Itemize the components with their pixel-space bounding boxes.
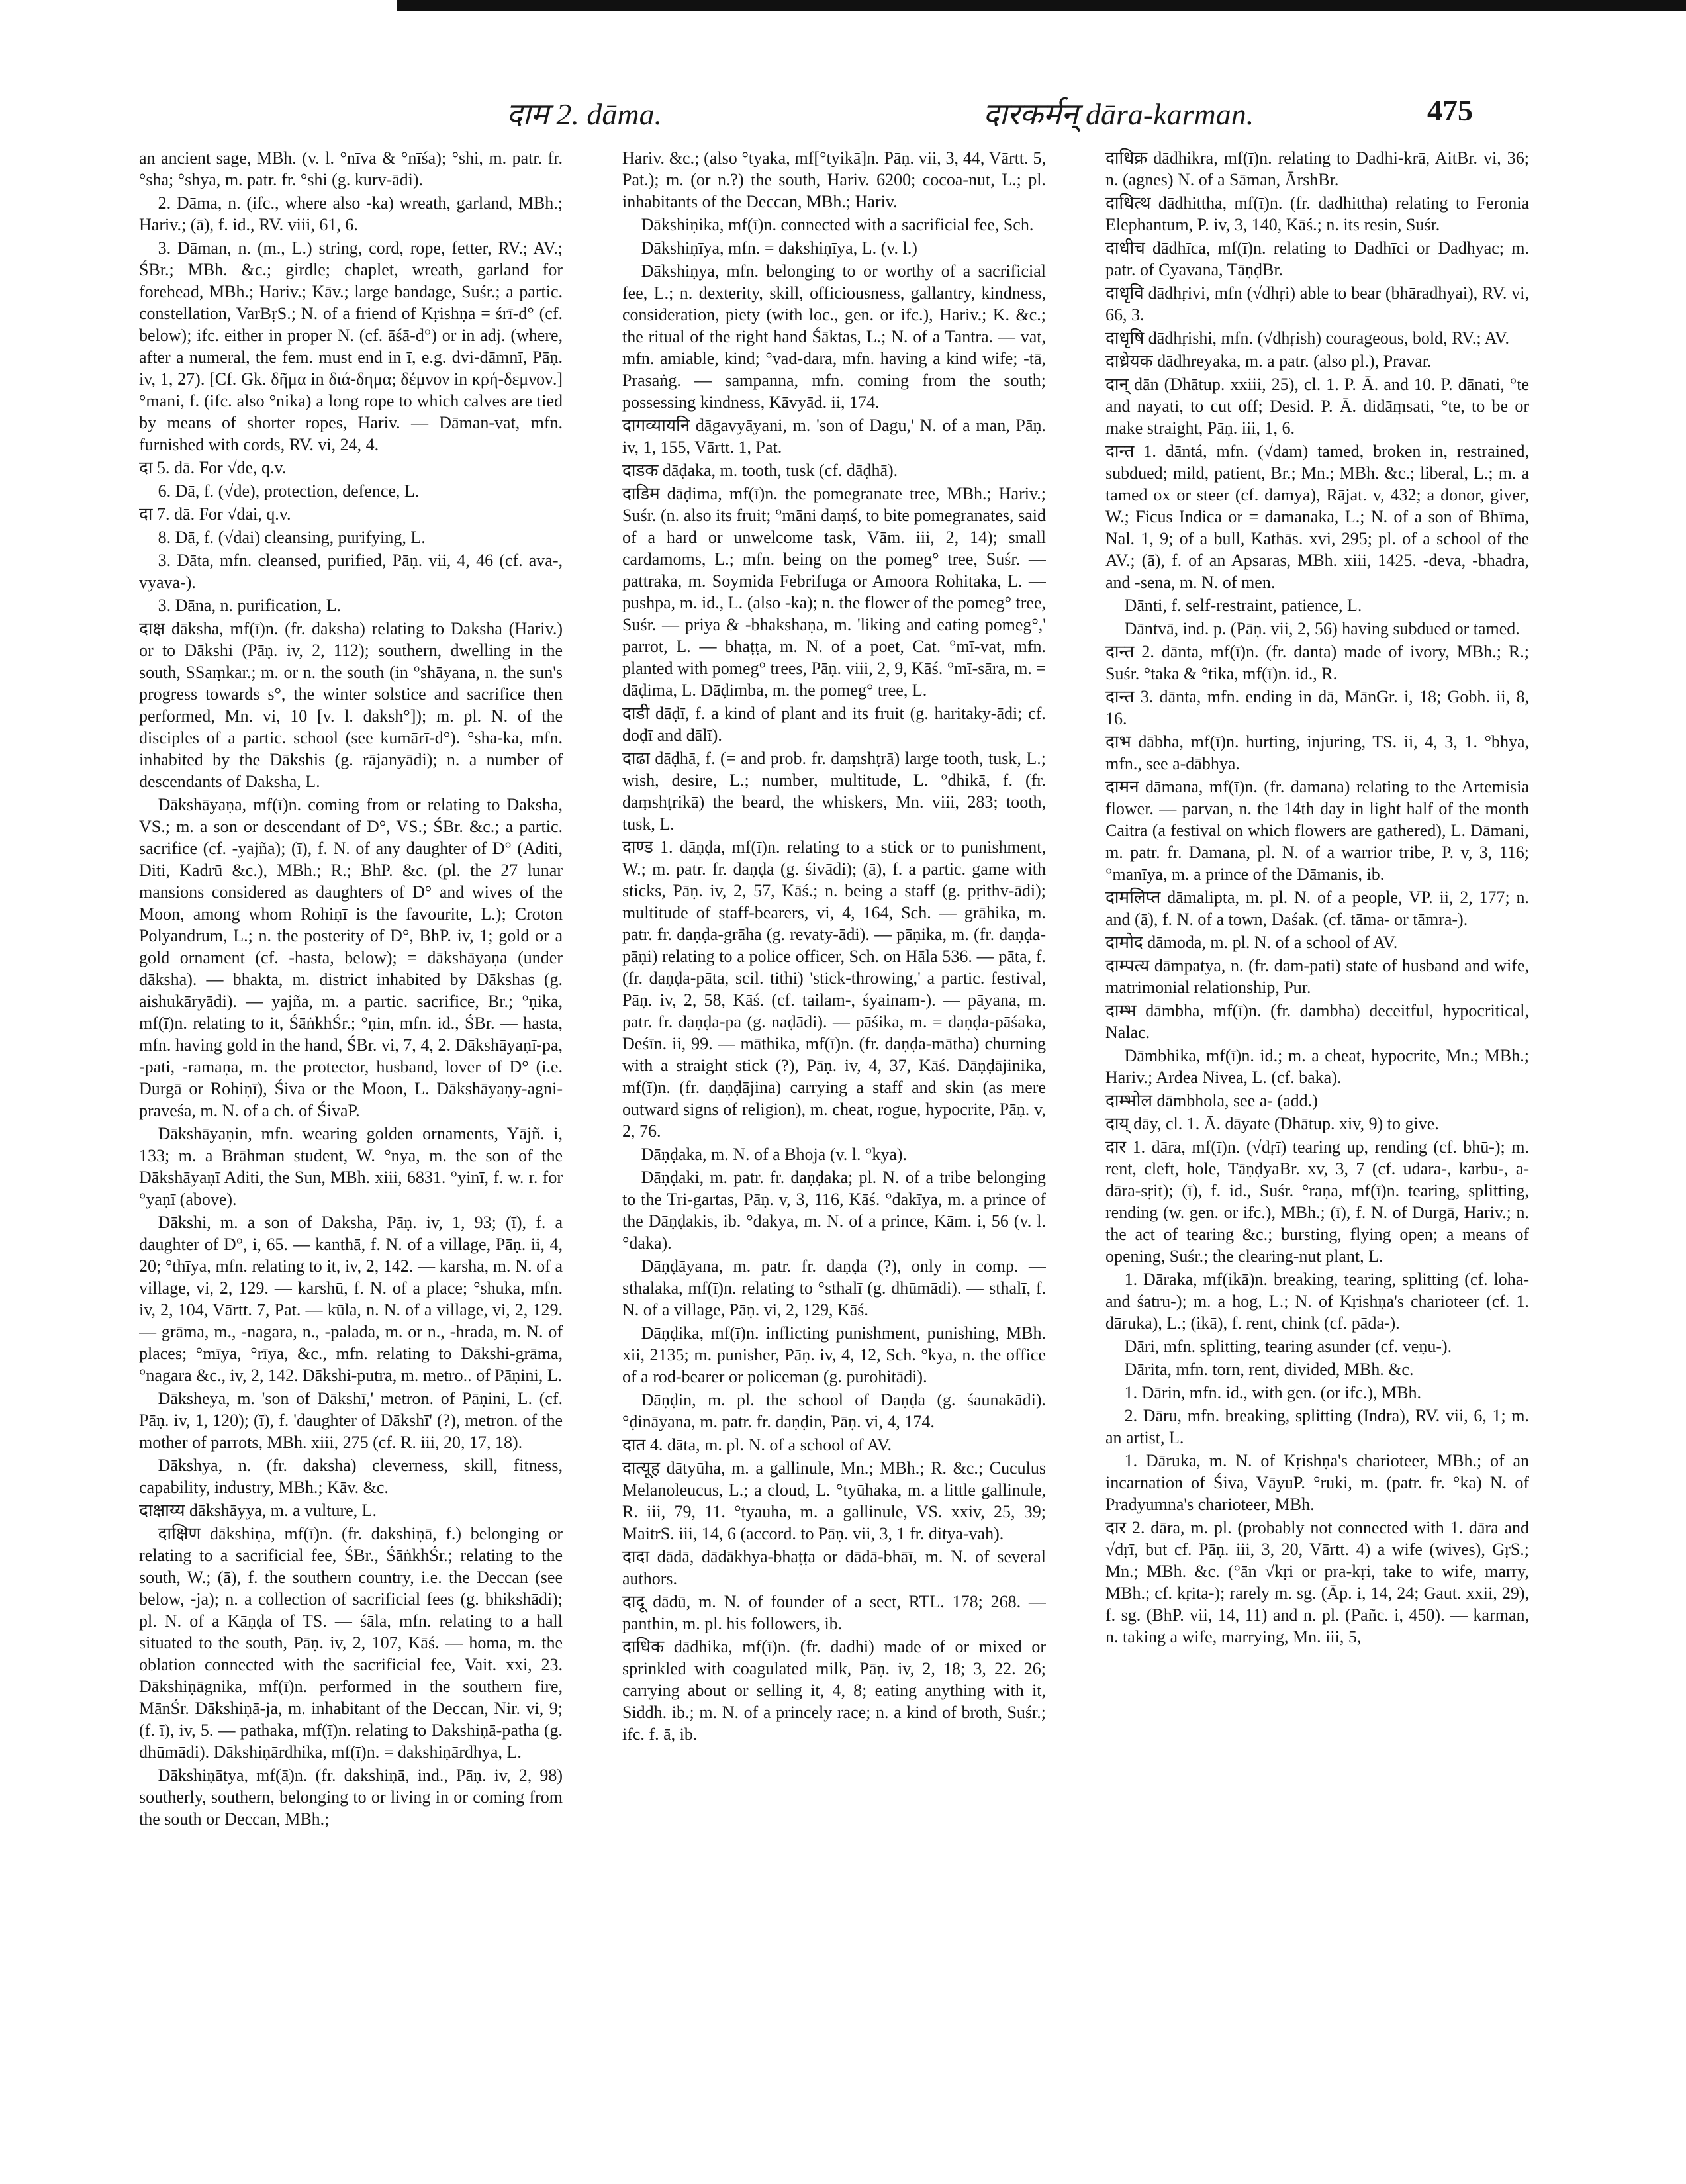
dictionary-entry: Dāṇḍaki, m. patr. fr. daṇḍaka; pl. N. of a tribe belonging to the Tri-gartas, Pāṇ. v, 3, 116, Kāś. °dakīya, m. a prince of the Dāṇḍakis, ib. °dakya, m. N. of a prince, Kām. i, 56 (v. l. °daka). [622, 1168, 1046, 1253]
page-header [357, 93, 1483, 146]
dictionary-entry: Dāmbhika, mf(ī)n. id.; m. a cheat, hypocrite, Mn.; MBh.; Hariv.; Ardea Nivea, L. (cf. baka). [1105, 1046, 1529, 1087]
dictionary-columns [139, 147, 1562, 2160]
dictionary-entry: Dākshiṇātya, mf(ā)n. (fr. dakshiṇā, ind., Pāṇ. iv, 2, 98) southerly, southern, belonging to or living in or coming from the south or Deccan, MBh.; [139, 1766, 563, 1828]
dictionary-entry: दादा dādā, dādākhya-bhaṭṭa or dādā-bhāī, m. N. of several authors. [622, 1547, 1046, 1588]
dictionary-entry: Dākshāyaṇin, mfn. wearing golden ornaments, Yājñ. i, 133; m. a Brāhman student, W. °nya, m. the son of the Dākshāyaṇī Aditi, the Sun, MBh. xiii, 6831. °yinī, f. w. r. for °yaṇī (above). [139, 1124, 563, 1209]
dictionary-entry: दार 1. dāra, mf(ī)n. (√dṛī) tearing up, rending (cf. bhū-); m. rent, cleft, hole, TāṇḍyaBr. xv, 3, 7 (cf. udara-, karbu-, a-dāra-sṛit); (ī), f. id., Suśr. °raṇa, mf(ī)n. tearing, splitting, rending (w. gen. or ifc.), MBh.; (ī), f. N. of Durgā, Hariv.; n. the act of tearing &c.; bursting, flying open; a means of opening, Suśr.; the clearing-nut plant, L. [1105, 1137, 1529, 1266]
dictionary-entry: दाधिक्र dādhikra, mf(ī)n. relating to Dadhi-krā, AitBr. vi, 36; n. (agnes) N. of a Sāman, ĀrshBr. [1105, 148, 1529, 189]
dictionary-entry: दात 4. dāta, m. pl. N. of a school of AV. [622, 1435, 892, 1454]
dictionary-entry: दाक्षिण dākshiṇa, mf(ī)n. (fr. dakshiṇā, f.) belonging or relating to a sacrificial fee, ŚBr., ŚāṅkhŚr.; relating to the south, W.; (ā), f. the southern country, i.e. the Deccan (see below, -ja); n. a collection of sacrificial fees (g. bhikshādi); pl. N. of a Kāṇḍa of TS. — śāla, mfn. relating to a hall situated to the south, Pāṇ. iv, 2, 107, Kāś. — homa, m. the oblation connected with the sacrificial fee, Vait. xxi, 23. Dākshiṇāgnika, mf(ī)n. performed in the southern fire, MānŚr. Dākshiṇā-ja, m. inhabitant of the Deccan, Nir. vi, 9; (f. ī), iv, 5. — pathaka, mf(ī)n. relating to Dakshiṇā-patha (g. dhūmādi). Dākshiṇārdhika, mf(ī)n. = dakshiṇārdhya, L. [139, 1524, 563, 1762]
dictionary-entry: दाक्ष dāksha, mf(ī)n. (fr. daksha) relating to Daksha (Hariv.) or to Dākshi (Pāṇ. iv, 2, 112); southern, dwelling in the south, SSaṃkar.; m. or n. the south (in °shāyana, n. the sun's progress towards s°, the winter solstice and sacrifice then performed, Mn. vi, 10 [v. l. daksh°]); m. pl. N. of the disciples of a partic. school (see kumārī-d°). °sha-ka, mfn. inhabited by the Dākshis (g. rājanyādi); n. a number of descendants of Daksha, L. [139, 619, 563, 791]
dictionary-entry: दा 5. dā. For √de, q.v. [139, 458, 287, 477]
dictionary-entry: दाडी dāḍī, f. a kind of plant and its fruit (g. haritaky-ādi; cf. doḍī and dālī). [622, 704, 1046, 745]
dictionary-entry: an ancient sage, MBh. (v. l. °nīva & °nīśa); °shi, m. patr. fr. °sha; °shya, m. patr. fr. °shi (g. kurv-ādi). [139, 148, 563, 189]
dictionary-entry: दात्यूह dātyūha, m. a gallinule, Mn.; MBh.; R. &c.; Cuculus Melanoleucus, L.; a cloud, L. °tyūhaka, m. a little gallinule, R. iii, 79, 11. °tyauha, m. a gallinule, VS. xxiv, 25, 39; MaitrS. iii, 14, 6 (accord. to Pāṇ. vii, 3, 1 fr. ditya-vah). [622, 1458, 1046, 1543]
dictionary-entry: दाढा dāḍhā, f. (= and prob. fr. daṃshṭrā) large tooth, tusk, L.; wish, desire, L.; number, multitude, L. °dhikā, f. (fr. daṃshṭrikā) the beard, the whiskers, Mn. viii, 283; tooth, tusk, L. [622, 749, 1046, 833]
dictionary-entry: Dākshiṇīya, mfn. = dakshiṇīya, L. (v. l.) [641, 238, 917, 258]
dictionary-entry: दादू dādū, m. N. of founder of a sect, RTL. 178; 268. — panthin, m. pl. his followers, ib. [622, 1592, 1046, 1633]
dictionary-entry: दाधिक dādhika, mf(ī)n. (fr. dadhi) made of or mixed or sprinkled with coagulated milk, Pāṇ. iv, 2, 18; 3, 22. 26; carrying about or selling it, 4, 8; eating anything with it, Siddh. ib.; m. N. of a princely race; n. a kind of broth, Suśr.; ifc. f. ā, ib. [622, 1637, 1046, 1744]
dictionary-entry: Dānti, f. self-restraint, patience, L. [1124, 596, 1362, 615]
top-scan-edge [397, 0, 1686, 11]
dictionary-entry: दाधृवि dādhṛivi, mfn (√dhṛi) able to bear (bhāradhyai), RV. vi, 66, 3. [1105, 283, 1529, 324]
dictionary-entry: 8. Dā, f. (√dai) cleansing, purifying, L. [158, 528, 426, 547]
dictionary-entry: Dāksheya, m. 'son of Dākshī,' metron. of Pāṇini, L. (cf. Pāṇ. iv, 1, 120); (ī), f. 'daughter of Dākshī' (?), metron. of the mother of parrots, MBh. xiii, 275 (cf. R. iii, 20, 17, 18). [139, 1389, 563, 1452]
dictionary-entry: Dāri, mfn. splitting, tearing asunder (cf. veṇu-). [1124, 1337, 1452, 1356]
dictionary-entry: 2. Dāma, n. (ifc., where also -ka) wreath, garland, MBh.; Hariv.; (ā), f. id., RV. viii, 61, 6. [139, 193, 563, 234]
dictionary-entry: दाध्रेयक dādhreyaka, m. a patr. (also pl.), Pravar. [1105, 352, 1432, 371]
dictionary-entry: 3. Dāta, mfn. cleansed, purified, Pāṇ. vii, 4, 46 (cf. ava-, vyava-). [139, 551, 563, 592]
dictionary-entry: दार 2. dāra, m. pl. (probably not connected with 1. dāra and √dṛī, but cf. Pāṇ. iii, 3, 20, Vārtt. 4) a wife (wives), GṛS.; Mn.; MBh. &c. (°ān √kṛi or pra-kṛi, take to wife, marry, MBh.; cf. kṛita-); rarely m. sg. (Āp. i, 14, 24; Gaut. xxii, 29), f. sg. (BhP. vii, 14, 11) and n. pl. (Pañc. i, 450). — karman, n. taking a wife, marrying, Mn. iii, 5, [1105, 1518, 1529, 1646]
dictionary-entry: दाधृषि dādhṛishi, mfn. (√dhṛish) courageous, bold, RV.; AV. [1105, 328, 1509, 348]
column-1 [139, 147, 563, 2160]
dictionary-entry: दान्त 3. dānta, mfn. ending in dā, MānGr. i, 18; Gobh. ii, 8, 16. [1105, 687, 1529, 728]
page-number: 475 [1427, 93, 1473, 127]
column-2 [622, 147, 1046, 2160]
dictionary-entry: 1. Dāruka, m. N. of Kṛishṇa's charioteer, MBh.; of an incarnation of Śiva, VāyuP. °ruki, m. (patr. fr. °ka) N. of Pradyumna's charioteer, MBh. [1105, 1451, 1529, 1514]
dictionary-entry: Dāṇḍāyana, m. patr. fr. daṇḍa (?), only in comp. — sthalaka, mf(ī)n. relating to °sthalī (g. dhūmādi). — sthalī, f. N. of a village, Pāṇ. vi, 2, 129, Kāś. [622, 1257, 1046, 1319]
dictionary-entry: दान्त 1. dāntá, mfn. (√dam) tamed, broken in, restrained, subdued; mild, patient, Br.; Mn.; MBh. &c.; liberal, L.; m. a tamed ox or steer (cf. damya), Rājat. v, 432; a donor, giver, W.; Ficus Indica or = damanaka, L.; N. of a son of Bhīma, Nal. 1, 9; of a bull, Kathās. xvi, 295; pl. of a school of the AV.; (ā), f. of an Apsaras, MBh. xiii, 1425. -deva, -bhadra, and -sena, m. N. of men. [1105, 442, 1529, 592]
dictionary-entry: Dākshiṇya, mfn. belonging to or worthy of a sacrificial fee, L.; n. dexterity, skill, officiousness, gallantry, kindness, consideration, piety (with loc., gen. or ifc.), Hariv.; K. &c.; the ritual of the right hand Śāktas, L.; N. of a Tantra. — vat, mfn. amiable, kind; °vad-dara, mfn. having a kind wife; -tā, Prasaṅg. — sampanna, mfn. coming from the south; possessing kindness, Kāvyād. ii, 174. [622, 261, 1046, 412]
dictionary-entry: दाम्भ dāmbha, mf(ī)n. (fr. dambha) deceitful, hypocritical, Nalac. [1105, 1001, 1529, 1042]
running-head-middle: दारकर्मन् dāra-karman. [983, 97, 1254, 131]
dictionary-entry: 2. Dāru, mfn. breaking, splitting (Indra), RV. vii, 6, 1; m. an artist, L. [1105, 1406, 1529, 1447]
dictionary-entry: दाण्ड 1. dāṇḍa, mf(ī)n. relating to a stick or to punishment, W.; m. patr. fr. daṇḍa (g. śivādi); (ā), f. a partic. game with sticks, Pāṇ. iv, 2, 57, Kāś.; n. being a staff (g. pṛithv-ādi); multitude of staff-bearers, vi, 4, 164, Sch. — grāhika, m. patr. fr. daṇḍa-grāha (g. revaty-ādi). — pāṇika, m. (fr. daṇḍa-pāṇi) relating to a police officer, Sch. on Hāla 536. — pāta, f. (fr. daṇḍa-pāta, scil. tithi) 'stick-throwing,' a partic. festival, Pāṇ. iv, 2, 58, Kāś. (cf. tailam-, śyainam-). — pāyana, m. patr. fr. daṇḍa-pa (g. naḍādi). — pāśika, m. = daṇḍa-pāśaka, Deśīn. ii, 99. — māthika, mf(ī)n. (fr. daṇḍa-mātha) churning with a straight stick (?), Pāṇ. iv, 4, 37, Kāś. Dāṇḍājinika, mf(ī)n. (fr. daṇḍājina) carrying a staff and skin (as mere outward signs of religion), m. cheat, rogue, hypocrite, Pāṇ. v, 2, 76. [622, 837, 1046, 1141]
dictionary-entry: Dākshya, n. (fr. daksha) cleverness, skill, fitness, capability, industry, MBh.; Kāv. &c. [139, 1456, 563, 1497]
dictionary-entry: दाधित्थ dādhittha, mf(ī)n. (fr. dadhittha) relating to Feronia Elephantum, P. iv, 3, 140, Kāś.; n. its resin, Suśr. [1105, 193, 1529, 234]
dictionary-entry: 1. Dāraka, mf(ikā)n. breaking, tearing, splitting (cf. loha- and śatru-); m. a hog, L.; N. of Kṛishṇa's charioteer (cf. 1. dāruka), L.; (ikā), f. rent, chink (cf. pāda-). [1105, 1270, 1529, 1333]
dictionary-entry: Dāṇḍika, mf(ī)n. inflicting punishment, punishing, MBh. xii, 2135; m. punisher, Pāṇ. iv, 4, 12, Sch. °kya, n. the office of a rod-bearer or policeman (g. purohitādi). [622, 1323, 1046, 1386]
dictionary-entry: 1. Dārin, mfn. id., with gen. (or ifc.), MBh. [1124, 1383, 1422, 1402]
dictionary-entry: Dāṇḍaka, m. N. of a Bhoja (v. l. °kya). [641, 1145, 908, 1164]
dictionary-entry: 3. Dāna, n. purification, L. [158, 596, 342, 615]
column-3 [1105, 147, 1529, 2160]
dictionary-entry: दान्त 2. dānta, mf(ī)n. (fr. danta) made of ivory, MBh.; R.; Suśr. °taka & °tika, mf(ī)n. id., R. [1105, 642, 1529, 683]
dictionary-entry: दाडक dāḍaka, m. tooth, tusk (cf. dāḍhā). [622, 461, 898, 480]
dictionary-entry: दाभ dābha, mf(ī)n. hurting, injuring, TS. ii, 4, 3, 1. °bhya, mfn., see a-dābhya. [1105, 732, 1529, 773]
dictionary-entry: Hariv. &c.; (also °tyaka, mf[°tyikā]n. Pāṇ. vii, 3, 44, Vārtt. 5, Pat.); m. (or n.?) the south, Hariv. 6200; cocoa-nut, L.; pl. inhabitants of the Deccan, MBh.; Hariv. [622, 148, 1046, 211]
dictionary-entry: दाम्पत्य dāmpatya, n. (fr. dam-pati) state of husband and wife, matrimonial relationship, Pur. [1105, 956, 1529, 997]
dictionary-entry: Dārita, mfn. torn, rent, divided, MBh. &c. [1124, 1360, 1414, 1379]
dictionary-entry: Dāṇḍin, m. pl. the school of Daṇḍa (g. śaunakādi). °ḍināyana, m. patr. fr. daṇḍin, Pāṇ. vi, 4, 174. [622, 1390, 1046, 1431]
dictionary-entry: दाधीच dādhīca, mf(ī)n. relating to Dadhīci or Dadhyac; m. patr. of Cyavana, TāṇḍBr. [1105, 238, 1529, 279]
dictionary-entry: 6. Dā, f. (√de), protection, defence, L. [158, 481, 420, 500]
dictionary-entry: दामलिप्त dāmalipta, m. pl. N. of a people, VP. ii, 2, 177; n. and (ā), f. N. of a town, Daśak. (cf. tāma- or tāmra-). [1105, 888, 1529, 929]
dictionary-entry: Dākshiṇika, mf(ī)n. connected with a sacrificial fee, Sch. [641, 215, 1034, 234]
dictionary-entry: दान् dān (Dhātup. xxiii, 25), cl. 1. P. Ā. and 10. P. dānati, °te and nayati, to cut off; Desid. P. Ā. didāṃsati, °te, to be or make straight, Pāṇ. iii, 1, 6. [1105, 375, 1529, 438]
dictionary-entry: दामन dāmana, mf(ī)n. (fr. damana) relating to the Artemisia flower. — parvan, n. the 14th day in light half of the month Caitra (a festival on which flowers are gathered), L. Dāmani, m. patr. fr. Damana, pl. N. of a warrior tribe, P. v, 3, 116; °manīya, m. a prince of the Dāmanis, ib. [1105, 777, 1529, 884]
dictionary-entry: दाक्षाय्य dākshāyya, m. a vulture, L. [139, 1501, 377, 1520]
dictionary-entry: दा 7. dā. For √dai, q.v. [139, 504, 291, 524]
dictionary-entry: 3. Dāman, n. (m., L.) string, cord, rope, fetter, RV.; AV.; ŚBr.; MBh. &c.; girdle; chaplet, wreath, garland for forehead, MBh.; Hariv.; Kāv.; large bandage, Suśr.; a partic. constellation, VarBṛS.; N. of a friend of Kṛishṇa = śrī-d° (cf. below); ifc. either in proper N. (cf. āśā-d°) or in adj. (where, after a numeral, the fem. must end in ī, e.g. dvi-dāmnī, Pāṇ. iv, 1, 27). [Cf. Gk. δῆμα in διά-δημα; δέμνον in κρή-δεμνον.] °mani, f. (ifc. also °nika) a long rope to which calves are tied by means of shorter ropes, Hariv. — Dāman-vat, mfn. furnished with cords, RV. vi, 24, 4. [139, 238, 563, 454]
running-head-left: दाम 2. dāma. [506, 97, 663, 131]
dictionary-entry: दाम्भोल dāmbhola, see a- (add.) [1105, 1091, 1318, 1110]
dictionary-entry: दामोद dāmoda, m. pl. N. of a school of AV. [1105, 933, 1398, 952]
dictionary-entry: Dākshāyaṇa, mf(ī)n. coming from or relating to Daksha, VS.; m. a son or descendant of D°, VS.; ŚBr. &c.; a partic. sacrifice (cf. -yajña); (ī), f. N. of any daughter of D° (Aditi, Diti, Kadrū &c.), MBh.; R.; BhP. &c. (pl. the 27 lunar mansions considered as daughters of D° and wives of the Moon, among whom Rohiṇī is the favourite, L.); Croton Polyandrum, L.; n. the posterity of D°, BhP. iv, 1; gold or a gold ornament (cf. -hasta, below); = dākshāyaṇa (under dāksha). — bhakta, m. district inhabited by Dākshas (g. aishukāryādi). — yajña, m. a partic. sacrifice, Br.; °ṇika, mf(ī)n. relating to it, ŚāṅkhŚr.; °ṇin, mfn. id., ŚBr. — hasta, mfn. having gold in the hand, ŚBr. vi, 7, 4, 2. Dākshāyaṇī-pa, -pati, -ramaṇa, m. the protector, husband, lover of D° (i.e. Durgā or Rohiṇī), Śiva or the Moon, L. Dākshāyaṇy-agni-praveśa, m. N. of a ch. of ŚivaP. [139, 795, 563, 1120]
dictionary-entry: Dāntvā, ind. p. (Pāṇ. vii, 2, 56) having subdued or tamed. [1124, 619, 1520, 638]
dictionary-entry: दागव्यायनि dāgavyāyani, m. 'son of Dagu,' N. of a man, Pāṇ. iv, 1, 155, Vārtt. 1, Pat. [622, 416, 1046, 457]
dictionary-entry: दाडिम dāḍima, mf(ī)n. the pomegranate tree, MBh.; Hariv.; Suśr. (n. also its fruit; °māni daṃś, to bite pomegranates, said of a hard or unwelcome task, Vām. iii, 2, 14); small cardamoms, L.; mfn. being on the pomeg° tree, Suśr. — pattraka, m. Soymida Febrifuga or Amoora Rohitaka, L. — pushpa, m. id., L. (also -ka); n. the flower of the pomeg° tree, Suśr. — priya & -bhakshaṇa, m. 'liking and eating pomeg°,' parrot, L. — bhaṭṭa, m. N. of a poet, Cat. °mī-vat, mfn. planted with pomeg° trees, Pāṇ. viii, 2, 9, Kāś. °mī-sāra, m. = dāḍima, L. Dāḍimba, m. the pomeg° tree, L. [622, 484, 1046, 700]
dictionary-entry: दाय् dāy, cl. 1. Ā. dāyate (Dhātup. xiv, 9) to give. [1105, 1114, 1439, 1133]
dictionary-entry: Dākshi, m. a son of Daksha, Pāṇ. iv, 1, 93; (ī), f. a daughter of D°, i, 65. — kanthā, f. N. of a village, Pāṇ. ii, 4, 20; °thīya, mfn. relating to it, iv, 2, 142. — karsha, m. N. of a village, vi, 2, 129. — karshū, f. N. of a place; °shuka, mfn. iv, 2, 104, Vārtt. 7, Pat. — kūla, n. N. of a village, vi, 2, 129. — grāma, m., -nagara, n., -palada, m. or n., -hrada, m. N. of places; °mīya, °rīya, &c., mfn. relating to Dākshi-grāma, °nagara &c., iv, 2, 142. Dākshi-putra, m. metro.. of Pāṇini, L. [139, 1213, 563, 1385]
